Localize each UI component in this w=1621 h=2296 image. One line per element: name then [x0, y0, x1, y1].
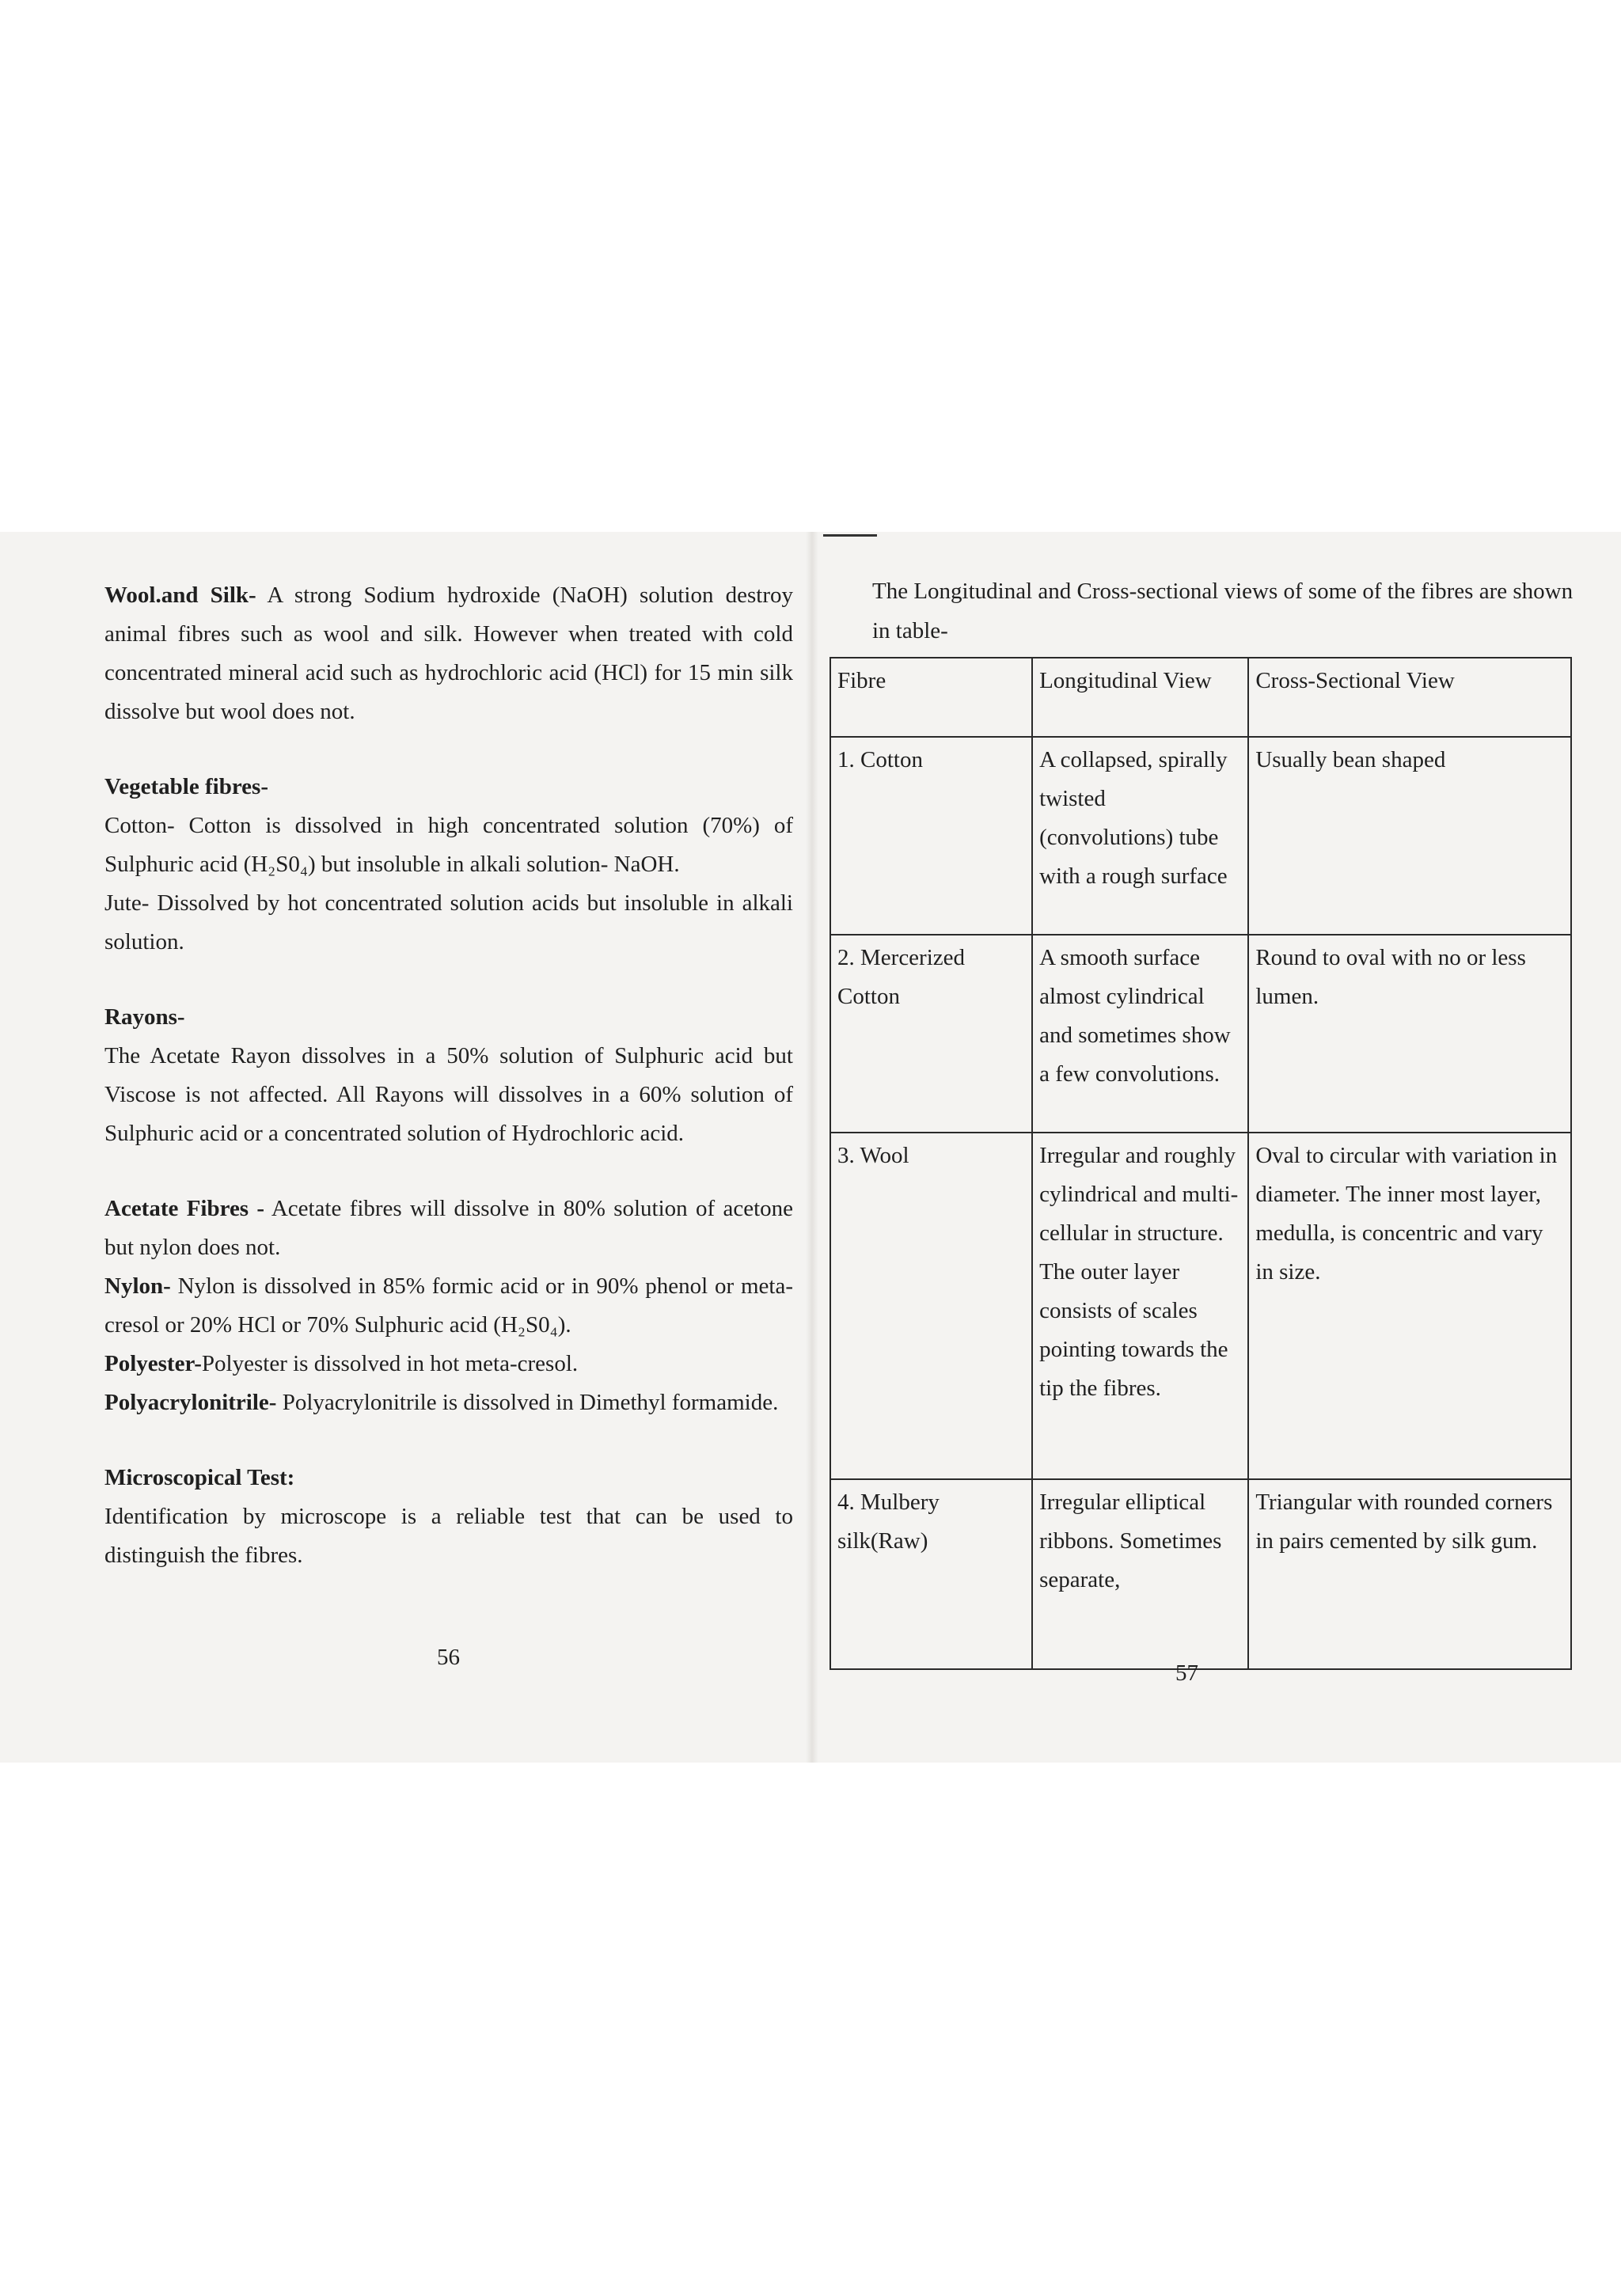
cross-sectional-cell: Round to oval with no or less lumen. — [1248, 935, 1571, 1133]
table-row — [830, 935, 1571, 1133]
right-page-number: 57 — [1175, 1660, 1198, 1686]
fibre-cell: 4. Mulbery silk(Raw) — [830, 1479, 1032, 1669]
rayons-paragraph: The Acetate Rayon dissolves in a 50% solution of Sulphuric acid but Viscose is not affected. All Rayons will dissolves in a 60% solution of Sulphuric acid or a concentrated solution of Hydrochloric acid. — [104, 1043, 793, 1146]
table-header-row — [830, 658, 1571, 737]
microscopical-paragraph: Identification by microscope is a reliable test that can be used to distinguish the fibres. — [104, 1504, 793, 1568]
table-row — [830, 1133, 1571, 1479]
polyacrylonitrile-paragraph — [104, 1383, 793, 1422]
nylon-heading: Nylon- — [104, 1273, 171, 1299]
table-intro: The Longitudinal and Cross-sectional views of some of the fibres are shown in table- — [872, 579, 1574, 643]
polyester-paragraph — [104, 1345, 793, 1383]
microscopical-heading: Microscopical Test: — [104, 1465, 295, 1490]
longitudinal-cell: Irregular and roughly cylindrical and multi-cellular in structure. The outer layer consists of scales pointing towards the tip the fibres. — [1032, 1133, 1248, 1479]
fibre-views-table — [829, 657, 1572, 1670]
right-page — [829, 571, 1574, 651]
cross-sectional-cell: Oval to circular with variation in diameter. The inner most layer, medulla, is concentric and vary in size. — [1248, 1133, 1571, 1479]
cross-sectional-cell: Usually bean shaped — [1248, 737, 1571, 935]
left-page-number: 56 — [437, 1645, 460, 1670]
book-gutter — [806, 532, 818, 1763]
nylon-paragraph — [104, 1267, 793, 1345]
longitudinal-cell: Irregular elliptical ribbons. Sometimes separate, — [1032, 1479, 1248, 1669]
rayons-heading: Rayons- — [104, 1004, 185, 1030]
longitudinal-cell: A smooth surface almost cylindrical and sometimes show a few convolutions. — [1032, 935, 1248, 1133]
polyester-text: Polyester is dissolved in hot meta-cresol. — [201, 1351, 579, 1376]
fibre-cell: 1. Cotton — [830, 737, 1032, 935]
wool-silk-paragraph — [104, 576, 793, 731]
acetate-text: Acetate fibres will dissolve in 80% solution of acetone but nylon does not. — [104, 1196, 793, 1260]
header-cross-sectional: Cross-Sectional View — [1248, 658, 1571, 737]
wool-silk-text: A strong Sodium hydroxide (NaOH) solution destroy animal fibres such as wool and silk. However when treated with cold concentrated mineral acid such as hydrochloric acid (HCl) for 15 min silk dissolve but wool does not. — [104, 583, 794, 724]
header-longitudinal: Longitudinal View — [1032, 658, 1248, 737]
polyester-heading: Polyester- — [104, 1351, 202, 1376]
header-fibre: Fibre — [830, 658, 1032, 737]
fibre-cell: 2. Mercerized Cotton — [830, 935, 1032, 1133]
vegetable-heading: Vegetable fibres- — [104, 774, 268, 799]
nylon-text: Nylon is dissolved in 85% formic acid or in 90% phenol or meta-cresol or 20% HCl or 70% Sulphuric acid (H₂S0₄). — [104, 1273, 794, 1338]
longitudinal-cell: A collapsed, spirally twisted (convolutions) tube with a rough surface — [1032, 737, 1248, 935]
wool-silk-heading: Wool.and Silk- — [104, 583, 256, 608]
table-row — [830, 1479, 1571, 1669]
cotton-paragraph: Cotton- Cotton is dissolved in high concentrated solution (70%) of Sulphuric acid (H₂S0₄) but insoluble in alkali solution- NaOH. — [104, 813, 793, 877]
margin-mark — [823, 534, 877, 537]
table-row — [830, 737, 1571, 935]
polyacrylonitrile-heading: Polyacrylonitrile- — [104, 1390, 277, 1415]
cross-sectional-cell: Triangular with rounded corners in pairs cemented by silk gum. — [1248, 1479, 1571, 1669]
acetate-paragraph — [104, 1190, 793, 1267]
left-page — [104, 576, 793, 1575]
jute-paragraph: Jute- Dissolved by hot concentrated solution acids but insoluble in alkali solution. — [104, 890, 793, 954]
fibre-cell: 3. Wool — [830, 1133, 1032, 1479]
acetate-heading: Acetate Fibres - — [104, 1196, 265, 1221]
polyacrylonitrile-text: Polyacrylonitrile is dissolved in Dimethyl formamide. — [282, 1390, 779, 1415]
